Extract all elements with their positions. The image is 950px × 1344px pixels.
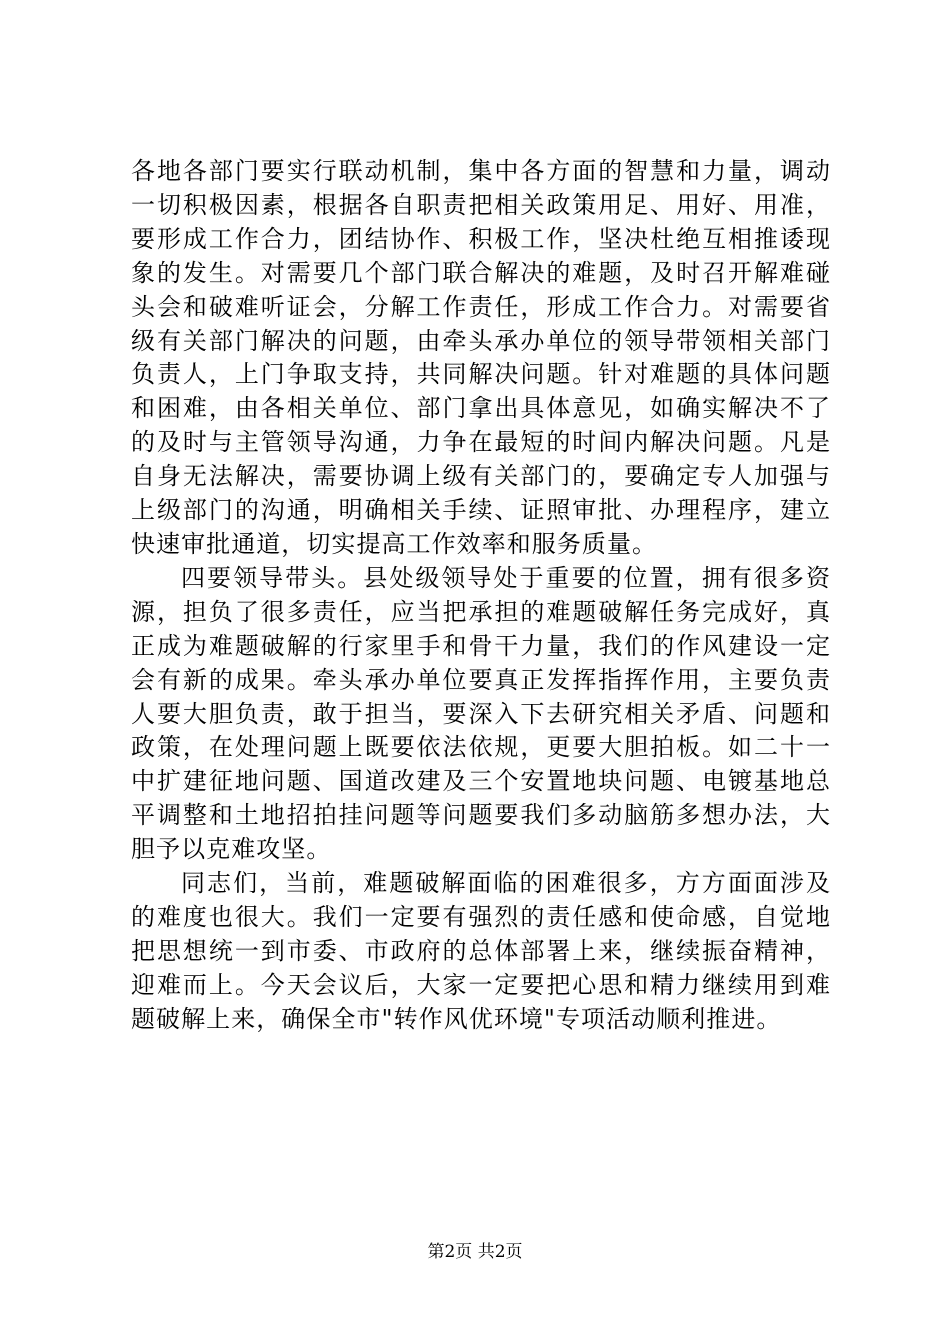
document-body (131, 155, 831, 1037)
paragraph-continuation: 各地各部门要实行联动机制，集中各方面的智慧和力量，调动一切积极因素，根据各自职责把相关政策用足、用好、用准，要形成工作合力，团结协作、积极工作，坚决杜绝互相推诿现象的发生。对需要几个部门联合解决的难题，及时召开解难碰头会和破难听证会，分解工作责任，形成工作合力。对需要省级有关部门解决的问题，由牵头承办单位的领导带领相关部门负责人，上门争取支持，共同解决问题。针对难题的具体问题和困难，由各相关单位、部门拿出具体意见，如确实解决不了的及时与主管领导沟通，力争在最短的时间内解决问题。凡是自身无法解决，需要协调上级有关部门的，要确定专人加强与上级部门的沟通，明确相关手续、证照审批、办理程序，建立快速审批通道，切实提高工作效率和服务质量。 (131, 157, 831, 558)
paragraph-closing: 同志们，当前，难题破解面临的困难很多，方方面面涉及的难度也很大。我们一定要有强烈的责任感和使命感，自觉地把思想统一到市委、市政府的总体部署上来，继续振奋精神，迎难而上。今天会议后，大家一定要把心思和精力继续用到难题破解上来，确保全市"转作风优环境"专项活动顺利推进。 (131, 869, 831, 1033)
page-footer: 第2页 共2页 (427, 1242, 523, 1262)
paragraph-leadership: 四要领导带头。县处级领导处于重要的位置，拥有很多资源，担负了很多责任，应当把承担的难题破解任务完成好，真正成为难题破解的行家里手和骨干力量，我们的作风建设一定会有新的成果。牵头承办单位要真正发挥指挥作用，主要负责人要大胆负责，敢于担当，要深入下去研究相关矛盾、问题和政策，在处理问题上既要依法依规，更要大胆拍板。如二十一中扩建征地问题、国道改建及三个安置地块问题、电镀基地总平调整和土地招拍挂问题等问题要我们多动脑筋多想办法，大胆予以克难攻坚。 (131, 563, 831, 864)
